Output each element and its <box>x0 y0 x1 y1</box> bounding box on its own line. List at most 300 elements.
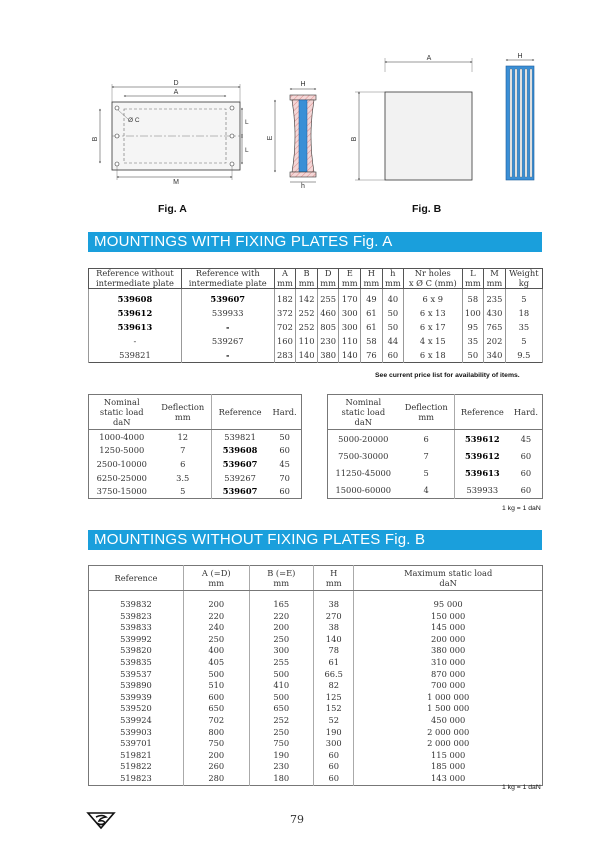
wp-cell: 143 000 <box>354 773 543 785</box>
fp-header-11 <box>505 269 542 289</box>
fp-cell: 6 x 13 <box>404 306 462 320</box>
fp-cell: 4 x 15 <box>404 334 462 348</box>
fp-header-line: Nr holes <box>414 268 451 278</box>
fp-cell: 95 <box>462 320 484 334</box>
fp-cell: 61 <box>361 320 383 334</box>
wp-header-line: mm <box>273 578 290 588</box>
fp-cell: 539933 <box>181 306 274 320</box>
wp-cell: 230 <box>249 761 314 773</box>
ltr-cell: 5000-20000 <box>338 433 389 444</box>
fp-cell: 140 <box>296 348 318 363</box>
without-plates-table <box>88 565 543 786</box>
wp-header-line: B (=E) <box>267 568 296 578</box>
fp-cell: 142 <box>296 289 318 307</box>
wp-cell: 250 <box>249 634 314 646</box>
dim-h-label: H <box>300 81 306 88</box>
wp-cell: 260 <box>183 761 249 773</box>
fp-cell: 300 <box>339 320 361 334</box>
dim-l2-label: L <box>245 147 249 154</box>
ltl-header-line: mm <box>174 412 191 422</box>
fp-cell: 252 <box>296 306 318 320</box>
fp-cell: - <box>181 348 274 363</box>
table-row <box>89 306 543 320</box>
wp-cell: 405 <box>183 657 249 669</box>
table-row <box>89 320 543 334</box>
wp-cell: 1 000 000 <box>354 692 543 704</box>
fp-cell: 160 <box>274 334 296 348</box>
ltl-cell: 70 <box>279 472 290 483</box>
load-table-right <box>327 394 543 499</box>
wp-cell: 539833 <box>120 622 152 633</box>
fp-header-6 <box>361 269 383 289</box>
ltr-header-line: mm <box>418 412 435 422</box>
fp-header-line: h <box>390 268 396 278</box>
fp-header-line: intermediate plate <box>188 277 267 288</box>
fp-cell: 9.5 <box>505 348 542 363</box>
fp-cell: 58 <box>361 334 383 348</box>
wp-cell: 125 <box>314 692 354 704</box>
wp-cell: 539939 <box>120 691 152 702</box>
ltl-cell: 60 <box>279 445 290 456</box>
fp-header-8 <box>404 269 462 289</box>
fp-cell: 140 <box>339 348 361 363</box>
wp-cell: 220 <box>249 611 314 623</box>
wp-cell: 60 <box>314 761 354 773</box>
fp-cell: 539612 <box>89 306 182 320</box>
table-row <box>89 738 543 750</box>
fp-header-line: mm <box>363 277 380 288</box>
table-row <box>328 447 543 464</box>
fp-cell: 58 <box>462 289 484 307</box>
fp-cell: 6 x 9 <box>404 289 462 307</box>
fp-header-3 <box>296 269 318 289</box>
fp-cell: 61 <box>361 306 383 320</box>
fp-header-line: mm <box>298 277 315 288</box>
fp-cell: 539821 <box>89 348 182 363</box>
wp-cell: 2 000 000 <box>354 738 543 750</box>
wp-header-0 <box>89 566 184 591</box>
fp-cell: 170 <box>339 289 361 307</box>
wp-cell: 380 000 <box>354 645 543 657</box>
fig-b-label: Fig. B <box>412 203 442 215</box>
wp-cell: 200 000 <box>354 634 543 646</box>
ltl-header-0 <box>89 395 155 430</box>
fp-header-line: Reference without <box>96 268 174 278</box>
fp-cell: 202 <box>484 334 506 348</box>
ltr-cell: 11250-45000 <box>335 467 392 478</box>
ltr-header-line: Deflection <box>404 402 448 412</box>
wp-cell: 200 <box>249 622 314 634</box>
table-row <box>89 430 302 444</box>
ltr-cell: 539612 <box>454 447 510 464</box>
wp-cell: 2 000 000 <box>354 727 543 739</box>
ltr-cell: 60 <box>520 450 532 461</box>
fp-cell: - <box>181 320 274 334</box>
fp-cell: 18 <box>505 306 542 320</box>
load-table-left <box>88 394 302 499</box>
wp-cell: 200 <box>183 750 249 762</box>
fig-b-dim-a-label: A <box>426 55 432 62</box>
ltl-cell: 1000-4000 <box>99 431 145 442</box>
wp-cell: 61 <box>314 657 354 669</box>
brand-logo-icon <box>86 811 116 829</box>
ltr-cell: 7500-30000 <box>338 450 389 461</box>
table-row <box>89 334 543 348</box>
wp-cell: 539823 <box>120 610 152 621</box>
fp-header-7 <box>382 269 404 289</box>
wp-cell: 702 <box>183 715 249 727</box>
wp-cell: 152 <box>314 703 354 715</box>
wp-cell: 539890 <box>120 680 152 691</box>
ltl-cell: 2500-10000 <box>96 458 147 469</box>
wp-cell: 115 000 <box>354 750 543 762</box>
ltr-cell: 7 <box>423 450 429 461</box>
wp-cell: 539537 <box>120 668 152 679</box>
fp-header-line: mm <box>320 277 337 288</box>
wp-cell: 52 <box>314 715 354 727</box>
fp-header-line: H <box>367 268 375 278</box>
wp-cell: 145 000 <box>354 622 543 634</box>
ltl-cell: 5 <box>180 486 186 497</box>
ltl-header-line: daN <box>113 417 131 427</box>
ltl-cell: 6 <box>180 458 186 469</box>
dim-b-label: B <box>92 136 99 142</box>
fp-header-line: mm <box>464 277 481 288</box>
ltr-cell: 539933 <box>454 481 510 499</box>
fp-cell: 235 <box>484 289 506 307</box>
wp-cell: 539992 <box>120 633 152 644</box>
table-row <box>89 591 543 611</box>
fig-a-label: Fig. A <box>158 203 187 215</box>
wp-header-line: A (=D) <box>201 568 231 578</box>
ltr-cell: 6 <box>423 433 429 444</box>
ltr-cell: 539612 <box>454 430 510 448</box>
table-row <box>89 727 543 739</box>
wp-cell: 252 <box>249 715 314 727</box>
table-row <box>89 761 543 773</box>
wp-cell: 270 <box>314 611 354 623</box>
table-row <box>328 481 543 499</box>
fp-header-line: kg <box>518 277 530 288</box>
table-row <box>89 657 543 669</box>
unit-note-2: 1 kg = 1 daN <box>502 784 541 791</box>
ltl-cell: 539607 <box>211 484 268 498</box>
ltr-header-3 <box>510 395 543 430</box>
dim-a-label: A <box>173 89 179 96</box>
fp-cell: 110 <box>339 334 361 348</box>
wp-header-line: Reference <box>114 573 158 583</box>
fp-cell: 372 <box>274 306 296 320</box>
table-row <box>89 611 543 623</box>
fp-cell: 430 <box>484 306 506 320</box>
ltl-cell: 539821 <box>211 430 268 444</box>
wp-cell: 650 <box>249 703 314 715</box>
wp-cell: 60 <box>314 773 354 785</box>
fp-cell: 539613 <box>89 320 182 334</box>
fp-cell: 6 x 18 <box>404 348 462 363</box>
dim-m-label: M <box>173 179 179 186</box>
fp-cell: 40 <box>382 289 404 307</box>
table-row <box>89 622 543 634</box>
fp-cell: 255 <box>317 289 339 307</box>
fp-cell: 50 <box>382 320 404 334</box>
wp-cell: 180 <box>249 773 314 785</box>
page-number: 79 <box>290 813 304 826</box>
table-row <box>89 634 543 646</box>
wp-header-line: Maximum static load <box>404 568 493 578</box>
wp-cell: 165 <box>249 591 314 611</box>
wp-cell: 539924 <box>120 714 152 725</box>
dim-d-label: D <box>173 80 179 87</box>
table-row <box>89 444 302 458</box>
ltr-header-line: static load <box>341 407 386 417</box>
table-row <box>89 680 543 692</box>
wp-cell: 450 000 <box>354 715 543 727</box>
fp-cell: 60 <box>382 348 404 363</box>
fp-header-2 <box>274 269 296 289</box>
ltl-cell: 7 <box>180 445 186 456</box>
fp-header-line: mm <box>341 277 358 288</box>
wp-cell: 750 <box>183 738 249 750</box>
fp-cell: 35 <box>505 320 542 334</box>
wp-cell: 519821 <box>120 749 152 760</box>
wp-cell: 60 <box>314 750 354 762</box>
wp-cell: 539701 <box>120 738 152 749</box>
wp-cell: 310 000 <box>354 657 543 669</box>
wp-header-2 <box>249 566 314 591</box>
ltl-cell: 3750-15000 <box>96 486 147 497</box>
ltr-cell: 45 <box>520 433 532 444</box>
ltl-cell: 50 <box>279 431 290 442</box>
wp-cell: 255 <box>249 657 314 669</box>
table-row <box>89 715 543 727</box>
ltl-cell: 12 <box>177 431 188 442</box>
wp-cell: 510 <box>183 680 249 692</box>
fp-header-5 <box>339 269 361 289</box>
ltr-cell: 4 <box>423 484 429 495</box>
fp-header-line: intermediate plate <box>95 277 174 288</box>
wp-cell: 38 <box>314 591 354 611</box>
fp-cell: 702 <box>274 320 296 334</box>
fp-cell: 283 <box>274 348 296 363</box>
dim-c-label: Ø C <box>128 117 140 124</box>
ltr-cell: 15000-60000 <box>335 484 392 495</box>
table-row <box>89 692 543 704</box>
wp-cell: 519823 <box>120 772 152 783</box>
fp-header-line: mm <box>486 277 503 288</box>
ltr-header-line: Nominal <box>345 397 382 407</box>
fp-cell: 100 <box>462 306 484 320</box>
wp-cell: 750 <box>249 738 314 750</box>
fp-cell: 460 <box>317 306 339 320</box>
wp-cell: 250 <box>183 634 249 646</box>
wp-cell: 539835 <box>120 656 152 667</box>
fp-header-line: mm <box>277 277 293 288</box>
ltl-header-line: Reference <box>218 407 262 417</box>
ltl-cell: 6250-25000 <box>96 472 147 483</box>
section-1-banner: MOUNTINGS WITH FIXING PLATES Fig. A <box>88 232 542 252</box>
table-row <box>89 773 543 785</box>
fp-cell: 5 <box>505 334 542 348</box>
wp-cell: 500 <box>249 669 314 681</box>
ltr-cell: 539613 <box>454 464 510 481</box>
fp-header-line: D <box>324 268 332 278</box>
wp-header-line: mm <box>325 578 342 588</box>
wp-cell: 1 500 000 <box>354 703 543 715</box>
fp-cell: 5 <box>505 289 542 307</box>
ltl-header-line: Deflection <box>161 402 205 412</box>
wp-cell: 82 <box>314 680 354 692</box>
wp-cell: 539903 <box>120 726 152 737</box>
fp-cell: 76 <box>361 348 383 363</box>
wp-header-line: daN <box>439 578 457 588</box>
table-row <box>328 430 543 448</box>
wp-cell: 800 <box>183 727 249 739</box>
fp-header-9 <box>462 269 484 289</box>
fp-cell: 539608 <box>89 289 182 307</box>
wp-cell: 519822 <box>120 761 152 772</box>
fig-b-side-view <box>498 52 542 188</box>
fp-cell: 50 <box>462 348 484 363</box>
ltl-header-2 <box>211 395 268 430</box>
table-row <box>89 471 302 485</box>
wp-cell: 500 <box>249 692 314 704</box>
ltl-cell: 45 <box>279 458 290 469</box>
table-row <box>89 645 543 657</box>
fp-cell: 539267 <box>181 334 274 348</box>
fp-header-line: M <box>490 268 499 278</box>
wp-cell: 240 <box>183 622 249 634</box>
table-row <box>89 703 543 715</box>
fp-header-4 <box>317 269 339 289</box>
wp-header-line: H <box>330 568 338 578</box>
fp-cell: 50 <box>382 306 404 320</box>
wp-cell: 700 000 <box>354 680 543 692</box>
ltl-cell: 60 <box>279 486 290 497</box>
ltr-header-line: Hard. <box>513 407 538 417</box>
fp-header-line: A <box>281 268 288 278</box>
section-2-banner: MOUNTINGS WITHOUT FIXING PLATES Fig. B <box>88 530 542 550</box>
wp-cell: 650 <box>183 703 249 715</box>
table-row <box>89 484 302 498</box>
fp-cell: 49 <box>361 289 383 307</box>
wp-cell: 600 <box>183 692 249 704</box>
fp-header-0 <box>89 269 182 289</box>
ltr-header-line: Reference <box>460 407 504 417</box>
wp-cell: 190 <box>314 727 354 739</box>
dim-e-label: E <box>267 135 274 141</box>
fp-header-line: B <box>303 268 310 278</box>
fig-a-side-section <box>266 76 326 188</box>
table-row <box>89 289 543 307</box>
fixing-plates-table <box>88 268 543 363</box>
wp-cell: 539832 <box>120 599 152 609</box>
ltr-header-2 <box>454 395 510 430</box>
wp-cell: 200 <box>183 591 249 611</box>
fp-cell: 230 <box>317 334 339 348</box>
ltl-cell: 539607 <box>211 457 268 471</box>
fig-a-plan-view <box>88 74 248 186</box>
table-row <box>328 464 543 481</box>
fp-header-line: E <box>346 268 353 278</box>
wp-cell: 150 000 <box>354 611 543 623</box>
fp-cell: 182 <box>274 289 296 307</box>
ltr-cell: 60 <box>520 467 532 478</box>
wp-cell: 300 <box>314 738 354 750</box>
ltl-header-3 <box>268 395 301 430</box>
fp-header-line: Weight <box>509 268 539 278</box>
wp-cell: 870 000 <box>354 669 543 681</box>
wp-cell: 38 <box>314 622 354 634</box>
wp-cell: 140 <box>314 634 354 646</box>
wp-cell: 190 <box>249 750 314 762</box>
fig-b-dim-h-label: H <box>517 53 523 60</box>
wp-cell: 280 <box>183 773 249 785</box>
fp-cell: 35 <box>462 334 484 348</box>
fp-header-line: L <box>470 268 476 278</box>
ltr-header-0 <box>328 395 399 430</box>
wp-cell: 400 <box>183 645 249 657</box>
wp-cell: 410 <box>249 680 314 692</box>
table-row <box>89 669 543 681</box>
ltr-cell: 60 <box>520 484 532 495</box>
wp-cell: 539820 <box>120 645 152 656</box>
fp-cell: 252 <box>296 320 318 334</box>
fig-b-front-view <box>347 50 477 186</box>
ltl-cell: 539608 <box>211 444 268 458</box>
ltl-header-line: static load <box>99 407 144 417</box>
wp-cell: 185 000 <box>354 761 543 773</box>
fp-cell: 805 <box>317 320 339 334</box>
fp-cell: 765 <box>484 320 506 334</box>
dim-hh-label: h <box>301 183 305 190</box>
fp-cell: 380 <box>317 348 339 363</box>
ltl-cell: 539267 <box>211 471 268 485</box>
fp-cell: 44 <box>382 334 404 348</box>
table-row <box>89 348 543 363</box>
wp-header-3 <box>314 566 354 591</box>
ltl-cell: 3.5 <box>176 472 190 483</box>
fp-cell: 300 <box>339 306 361 320</box>
dim-l1-label: L <box>245 119 249 126</box>
ltr-cell: 5 <box>423 467 429 478</box>
fp-header-10 <box>484 269 506 289</box>
wp-cell: 95 000 <box>354 591 543 611</box>
fp-header-1 <box>181 269 274 289</box>
fp-cell: 340 <box>484 348 506 363</box>
price-list-note: See current price list for availability of items. <box>375 372 520 379</box>
ltl-header-line: Hard. <box>272 407 297 417</box>
wp-cell: 250 <box>249 727 314 739</box>
wp-cell: 300 <box>249 645 314 657</box>
ltr-header-1 <box>399 395 455 430</box>
table-row <box>89 457 302 471</box>
table-row <box>89 750 543 762</box>
fp-cell: 6 x 17 <box>404 320 462 334</box>
ltr-header-line: daN <box>354 417 373 427</box>
ltl-header-1 <box>155 395 212 430</box>
wp-cell: 78 <box>314 645 354 657</box>
ltl-header-line: Nominal <box>103 397 140 407</box>
wp-header-1 <box>183 566 249 591</box>
wp-header-line: mm <box>208 578 225 588</box>
fp-header-line: x Ø C (mm) <box>408 277 457 288</box>
fp-cell: 539607 <box>181 289 274 307</box>
wp-cell: 220 <box>183 611 249 623</box>
fp-cell: - <box>89 334 182 348</box>
wp-cell: 500 <box>183 669 249 681</box>
wp-cell: 66.5 <box>314 669 354 681</box>
